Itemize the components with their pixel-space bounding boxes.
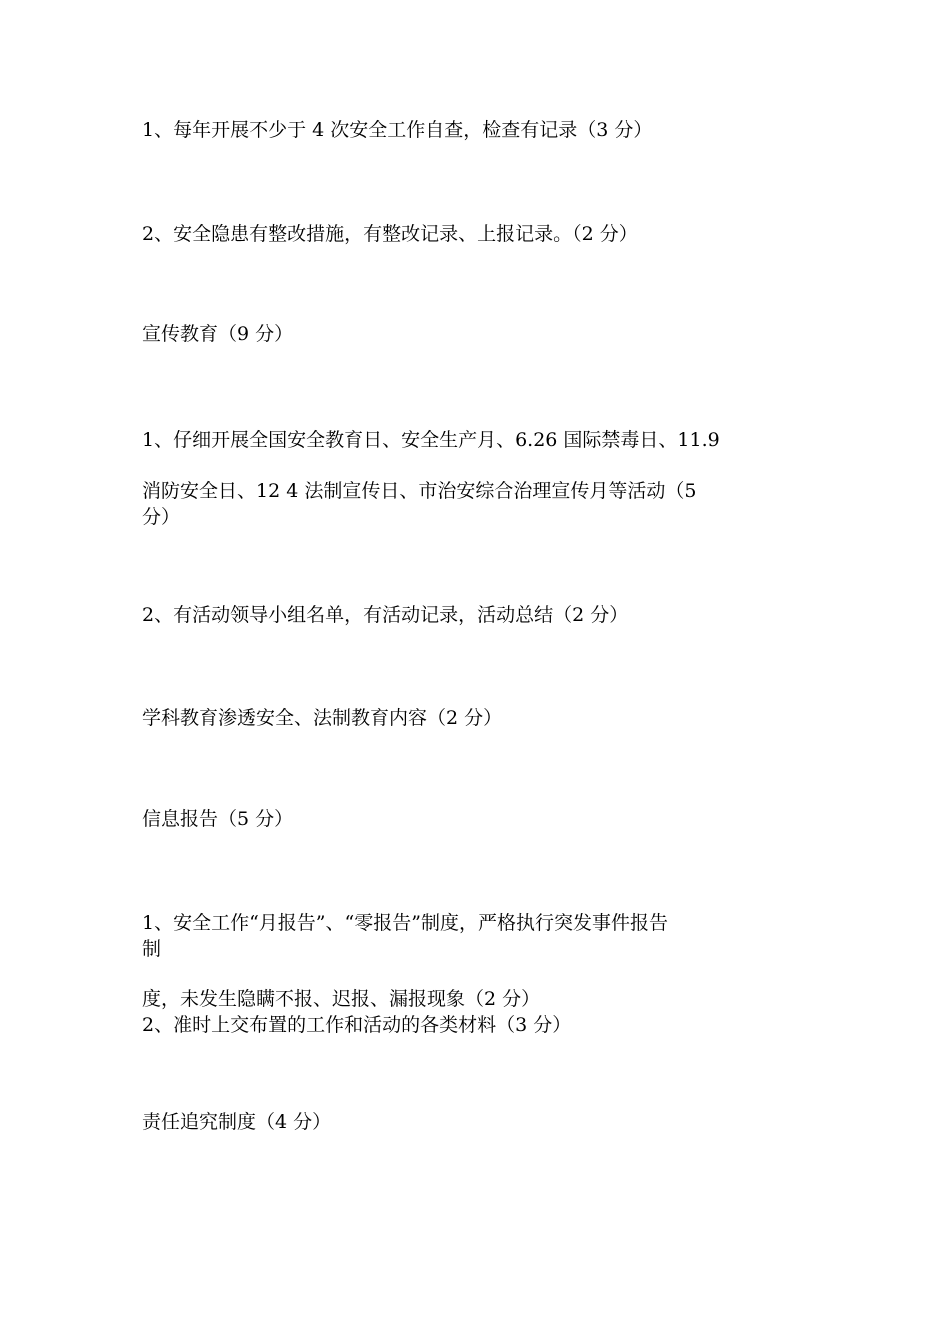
text-line-activity-records: 2、有活动领导小组名单，有活动记录，活动总结（2 分） <box>142 604 629 626</box>
text-line-safety-days-score: 分） <box>142 506 181 528</box>
section-heading-publicity-education: 宣传教育（9 分） <box>142 323 294 345</box>
text-line-monthly-report-cont: 制 <box>142 938 162 960</box>
text-line-no-concealment: 度，未发生隐瞒不报、迟报、漏报现象（2 分） <box>142 988 541 1010</box>
section-heading-information-report: 信息报告（5 分） <box>142 808 294 830</box>
text-line-safety-days: 1、仔细开展全国安全教育日、安全生产月、6.26 国际禁毒日、11.9 <box>142 429 720 451</box>
text-line-self-inspection: 1、每年开展不少于 4 次安全工作自查，检查有记录（3 分） <box>142 119 653 141</box>
text-line-hazard-rectification: 2、安全隐患有整改措施，有整改记录、上报记录。（2 分） <box>142 223 638 245</box>
text-line-monthly-report: 1、安全工作“月报告”、“零报告”制度，严格执行突发事件报告 <box>142 912 668 934</box>
text-line-materials-submission: 2、准时上交布置的工作和活动的各类材料（3 分） <box>142 1014 572 1036</box>
section-heading-accountability: 责任追究制度（4 分） <box>142 1111 332 1133</box>
text-line-subject-education: 学科教育渗透安全、法制教育内容（2 分） <box>142 707 503 729</box>
text-line-safety-days-cont: 消防安全日、12 4 法制宣传日、市治安综合治理宣传月等活动（5 <box>142 480 697 502</box>
